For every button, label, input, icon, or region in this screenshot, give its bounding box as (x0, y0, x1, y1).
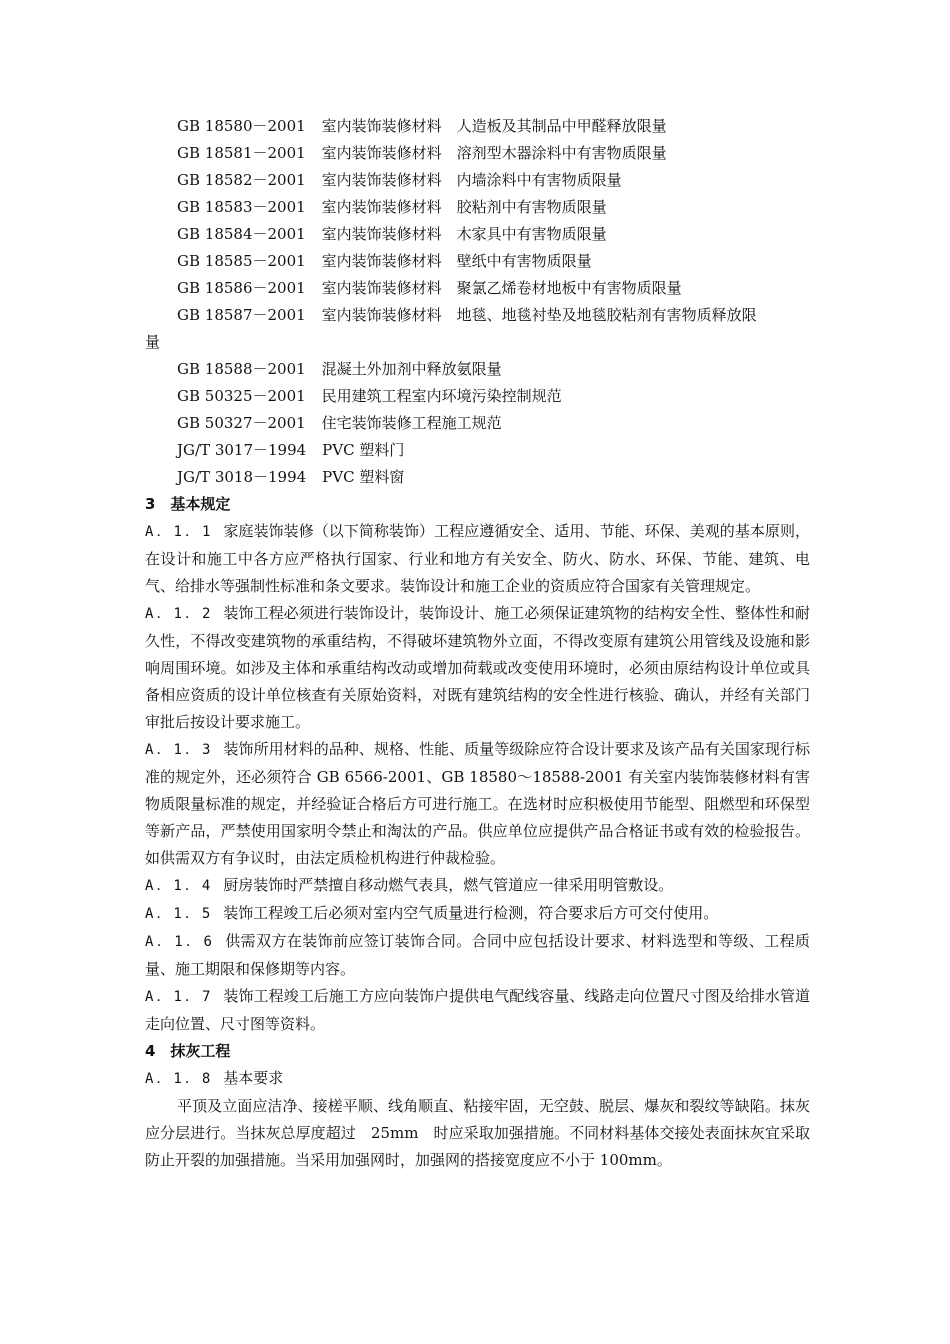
standard-title: 室内装饰装修材料 内墙涂料中有害物质限量 (321, 171, 622, 189)
standard-code: JG/T 3018－1994 (177, 468, 307, 486)
clause (145, 872, 810, 900)
clause-text: 装饰工程竣工后施工方应向装饰户提供电气配线容量、线路走向位置尺寸图及给排水管道走向位置、尺寸图等资料。 (145, 987, 810, 1033)
section-heading: 4 抹灰工程 (145, 1042, 231, 1060)
standard-title: 室内装饰装修材料 胶粘剂中有害物质限量 (321, 198, 607, 216)
clause-text: 厨房装饰时严禁擅自移动燃气表具，燃气管道应一律采用明管敷设。 (223, 876, 674, 894)
standard-title: 室内装饰装修材料 地毯、地毯衬垫及地毯胶粘剂有害物质释放限 (321, 306, 757, 324)
standard-code: GB 18581－2001 (177, 144, 306, 162)
clause (145, 600, 810, 736)
standards-list (145, 113, 810, 491)
clause-text: 装饰工程必须进行装饰设计，装饰设计、施工必须保证建筑物的结构安全性、整体性和耐久性，不得改变建筑物的承重结构，不得破坏建筑物外立面，不得改变原有建筑公用管线及设施和影响周围环境。如涉及主体和承重结构改动或增加荷载或改变使用环境时，必须由原结构设计单位或具备相应资质的设计单位核查有关原始资料，对既有建筑结构的安全性进行核验、确认，并经有关部门审批后按设计要求施工。 (145, 604, 810, 731)
standard-item (145, 410, 810, 437)
clause-title: 基本要求 (223, 1069, 284, 1087)
standard-title: 室内装饰装修材料 溶剂型木器涂料中有害物质限量 (321, 144, 667, 162)
standard-item (145, 275, 810, 302)
standard-title: 民用建筑工程室内环境污染控制规范 (321, 387, 562, 405)
section-heading: 3 基本规定 (145, 495, 231, 513)
standard-title: 住宅装饰装修工程施工规范 (321, 414, 502, 432)
standard-item (145, 356, 810, 383)
standard-code: GB 18587－2001 (177, 306, 306, 324)
standard-title: 室内装饰装修材料 木家具中有害物质限量 (321, 225, 607, 243)
standard-title: 混凝土外加剂中释放氨限量 (321, 360, 502, 378)
standard-code: GB 18586－2001 (177, 279, 306, 297)
clause (145, 983, 810, 1038)
standard-code: GB 18585－2001 (177, 252, 306, 270)
standard-title-continuation: 量 (145, 333, 161, 351)
standard-code: GB 18588－2001 (177, 360, 306, 378)
clause (145, 1065, 810, 1093)
clause (145, 900, 810, 928)
clause-text: 供需双方在装饰前应签订装饰合同。合同中应包括设计要求、材料选型和等级、工程质量、施工期限和保修期等内容。 (145, 932, 810, 978)
standard-code: GB 18584－2001 (177, 225, 306, 243)
body-paragraph: 平顶及立面应洁净、接槎平顺、线角顺直、粘接牢固，无空鼓、脱层、爆灰和裂纹等缺陷。抹灰应分层进行。当抹灰总厚度超过 25mm 时应采取加强措施。不同材料基体交接处表面抹灰宜采取防止开裂的加强措施。当采用加强网时，加强网的搭接宽度应不小于 100mm。 (145, 1097, 810, 1169)
clause-number: A．1．2 (145, 606, 214, 622)
standard-item (145, 464, 810, 491)
standard-item (145, 167, 810, 194)
clause-number: A．1．1 (145, 524, 214, 540)
standard-item (145, 194, 810, 221)
standard-item (145, 437, 810, 464)
standard-code: GB 18583－2001 (177, 198, 306, 216)
clause-number: A．1．3 (145, 742, 214, 758)
standard-code: GB 50327－2001 (177, 414, 306, 432)
standard-item (145, 113, 810, 140)
clause-number: A．1．5 (145, 906, 214, 922)
clause-number: A．1．4 (145, 878, 214, 894)
standard-item (145, 248, 810, 275)
standard-code: JG/T 3017－1994 (177, 441, 307, 459)
document-page (145, 113, 810, 1174)
standard-item (145, 383, 810, 410)
standard-item (145, 221, 810, 248)
clause-number: A．1．8 (145, 1071, 214, 1087)
clause (145, 518, 810, 600)
standard-code: GB 50325－2001 (177, 387, 306, 405)
standard-title: PVC 塑料门 (322, 441, 405, 459)
clause-text: 装饰所用材料的品种、规格、性能、质量等级除应符合设计要求及该产品有关国家现行标准的规定外，还必须符合 GB 6566-2001、GB 18580～18588-2001 有关室内装饰装修材料有害物质限量标准的规定，并经验证合格后方可进行施工。在选材时应积极使用节能型、阻燃型和环保型等新产品，严禁使用国家明令禁止和淘汰的产品。供应单位应提供产品合格证书或有效的检验报告。如供需双方有争议时，由法定质检机构进行仲裁检验。 (145, 740, 810, 867)
standard-title: PVC 塑料窗 (322, 468, 405, 486)
standard-item (145, 140, 810, 167)
clause-number: A．1．7 (145, 989, 214, 1005)
clause-text: 家庭装饰装修（以下简称装饰）工程应遵循安全、适用、节能、环保、美观的基本原则，在设计和施工中各方应严格执行国家、行业和地方有关安全、防火、防水、环保、节能、建筑、电气、给排水等强制性标准和条文要求。装饰设计和施工企业的资质应符合国家有关管理规定。 (145, 522, 810, 595)
standard-title: 室内装饰装修材料 人造板及其制品中甲醛释放限量 (321, 117, 667, 135)
standard-item (145, 302, 810, 356)
clause-number: A．1．6 (145, 934, 215, 950)
clause-text: 装饰工程竣工后必须对室内空气质量进行检测，符合要求后方可交付使用。 (223, 904, 719, 922)
standard-title: 室内装饰装修材料 壁纸中有害物质限量 (321, 252, 592, 270)
standard-code: GB 18582－2001 (177, 171, 306, 189)
clause (145, 736, 810, 872)
standard-title: 室内装饰装修材料 聚氯乙烯卷材地板中有害物质限量 (321, 279, 682, 297)
clause (145, 928, 810, 983)
standard-code: GB 18580－2001 (177, 117, 306, 135)
